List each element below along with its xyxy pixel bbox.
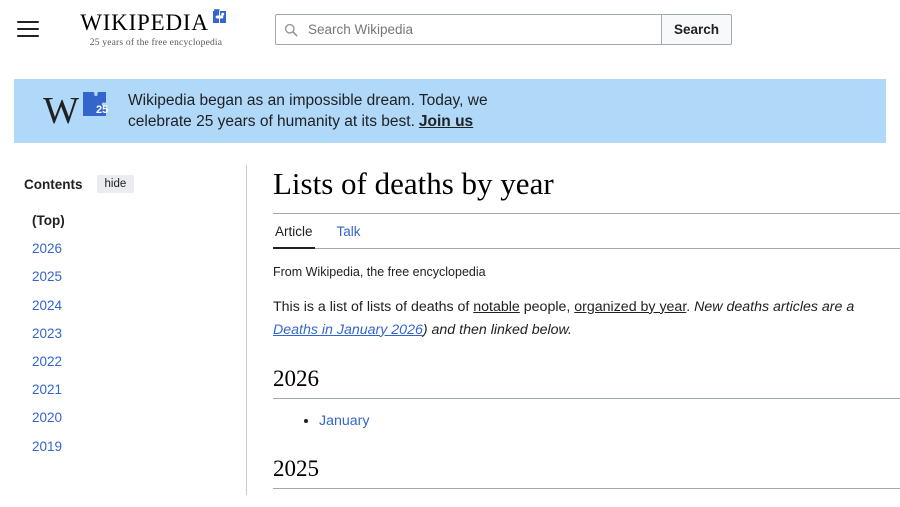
section-heading-2026: 2026: [273, 366, 900, 399]
sidebar-item-2022[interactable]: 2022: [32, 353, 63, 369]
article-tabs: [273, 214, 900, 249]
puzzle-badge-icon: [77, 87, 111, 126]
toc-title: Contents: [24, 176, 83, 192]
organized-by-year-link[interactable]: organized by year: [574, 298, 687, 315]
intro-italic-2: ) and then linked below.: [422, 321, 572, 338]
sidebar-item-2024[interactable]: 2024: [32, 297, 63, 313]
page-body: [0, 165, 900, 495]
wikipedia-logo[interactable]: [66, 10, 246, 48]
page-title: Lists of deaths by year: [273, 165, 900, 214]
sidebar-item-2025[interactable]: 2025: [32, 269, 63, 285]
search-box[interactable]: [275, 14, 661, 45]
hamburger-bar: [17, 35, 39, 37]
notable-link[interactable]: notable: [473, 298, 520, 315]
search-area: [275, 14, 732, 45]
toc-header: [24, 165, 230, 193]
toc-hide-button[interactable]: hide: [97, 175, 135, 193]
sidebar-item-2026[interactable]: 2026: [32, 241, 63, 257]
intro-text-1: This is a list of lists of deaths of: [273, 298, 474, 315]
search-button[interactable]: Search: [661, 14, 732, 45]
tab-talk[interactable]: Talk: [336, 223, 361, 239]
list-item: [319, 410, 900, 433]
hamburger-bar: [17, 28, 39, 30]
deaths-in-january-2026-link[interactable]: Deaths in January 2026: [273, 321, 423, 338]
intro-text-2: people,: [519, 298, 575, 315]
intro-text-3: .: [686, 298, 695, 315]
site-subtitle: From Wikipedia, the free encyclopedia: [273, 264, 486, 279]
sidebar-item-2023[interactable]: 2023: [32, 325, 63, 341]
wikipedia-wordmark-text: WIKIPEDIA: [80, 10, 209, 35]
sidebar-item-2020[interactable]: 2020: [32, 410, 63, 426]
intro-paragraph: [273, 296, 900, 342]
banner-logo-w: W: [43, 90, 79, 132]
banner-badge-number: 25: [95, 103, 109, 116]
table-of-contents-sidebar: [0, 165, 247, 495]
hamburger-menu-icon[interactable]: [8, 9, 48, 49]
banner-text: [128, 90, 488, 133]
hamburger-bar: [17, 21, 39, 23]
search-input[interactable]: [306, 21, 653, 38]
sidebar-item-2021[interactable]: 2021: [32, 382, 63, 398]
banner-line-2: celebrate 25 years of humanity at its best.: [128, 113, 415, 130]
join-us-link[interactable]: Join us: [418, 113, 474, 130]
anniversary-banner: [14, 79, 886, 143]
search-icon: [284, 23, 298, 37]
site-header: [0, 0, 900, 59]
article-content: [247, 165, 900, 495]
wikipedia-wordmark: [80, 10, 232, 34]
sidebar-item-2019[interactable]: 2019: [32, 438, 63, 454]
puzzle-globe-icon: [210, 8, 232, 32]
sidebar-item-top[interactable]: (Top): [32, 213, 65, 228]
tab-article[interactable]: Article: [273, 214, 315, 249]
logo-tagline: 25 years of the free encyclopedia: [89, 38, 223, 48]
banner-line-1: Wikipedia began as an impossible dream. Today, we: [128, 91, 488, 109]
banner-logo: [40, 92, 116, 131]
section-heading-2025: 2025: [273, 456, 900, 489]
january-link[interactable]: January: [319, 412, 370, 429]
intro-italic-1: New deaths articles are a: [694, 298, 855, 315]
section-list-2026: [273, 410, 900, 433]
toc-list: [24, 207, 230, 461]
